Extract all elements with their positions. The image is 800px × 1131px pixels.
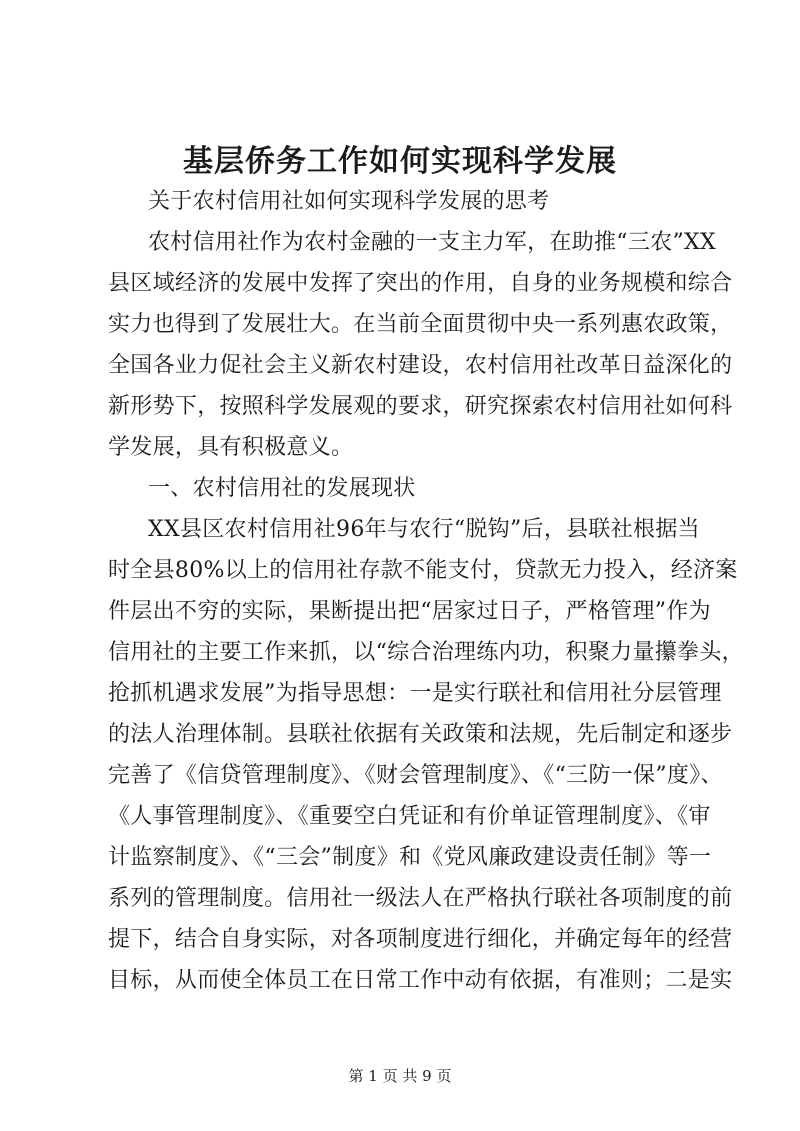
text-line: 提下，结合自身实际，对各项制度进行细化，并确定每年的经营 xyxy=(108,927,733,952)
text-line: 新形势下，按照科学发展观的要求，研究探索农村信用社如何科 xyxy=(108,394,733,419)
text-line: 学发展，具有积极意义。 xyxy=(108,435,354,460)
document-title: 基层侨务工作如何实现科学发展 xyxy=(183,144,617,179)
text-line: 件层出不穷的实际，果断提出把“居家过日子，严格管理”作为 xyxy=(108,599,711,624)
document-body xyxy=(108,181,744,1001)
text-line: 一、农村信用社的发展现状 xyxy=(148,476,416,501)
text-line: 县区域经济的发展中发挥了突出的作用，自身的业务规模和综合 xyxy=(108,271,733,296)
text-line: 关于农村信用社如何实现科学发展的思考 xyxy=(148,189,550,214)
text-line: 时全县80%以上的信用社存款不能支付，贷款无力投入，经济案 xyxy=(108,558,738,583)
text-line: XX县区农村信用社96年与农行“脱钩”后，县联社根据当 xyxy=(148,517,700,542)
text-line: 的法人治理体制。县联社依据有关政策和法规，先后制定和逐步 xyxy=(108,722,733,747)
text-line: 农村信用社作为农村金融的一支主力军，在助推“三农”XX xyxy=(148,230,716,255)
text-line: 系列的管理制度。信用社一级法人在严格执行联社各项制度的前 xyxy=(108,886,733,911)
text-line: 目标，从而使全体员工在日常工作中动有依据，有准则；二是实 xyxy=(108,968,733,993)
text-line: 全国各业力促社会主义新农村建设，农村信用社改革日益深化的 xyxy=(108,353,733,378)
text-line: 完善了《信贷管理制度》、《财会管理制度》、《“三防一保”度》、 xyxy=(108,763,723,788)
text-line: 《人事管理制度》、《重要空白凭证和有价单证管理制度》、《审 xyxy=(108,804,711,829)
text-line: 计监察制度》、《“三会”制度》和《党风廉政建设责任制》等一 xyxy=(108,845,712,870)
page-footer: 第 1 页 共 9 页 xyxy=(348,1067,452,1085)
text-line: 信用社的主要工作来抓，以“综合治理练内功，积聚力量攥拳头， xyxy=(108,640,744,665)
text-line: 实力也得到了发展壮大。在当前全面贯彻中央一系列惠农政策， xyxy=(108,312,733,337)
text-line: 抢抓机遇求发展”为指导思想：一是实行联社和信用社分层管理 xyxy=(108,681,722,706)
